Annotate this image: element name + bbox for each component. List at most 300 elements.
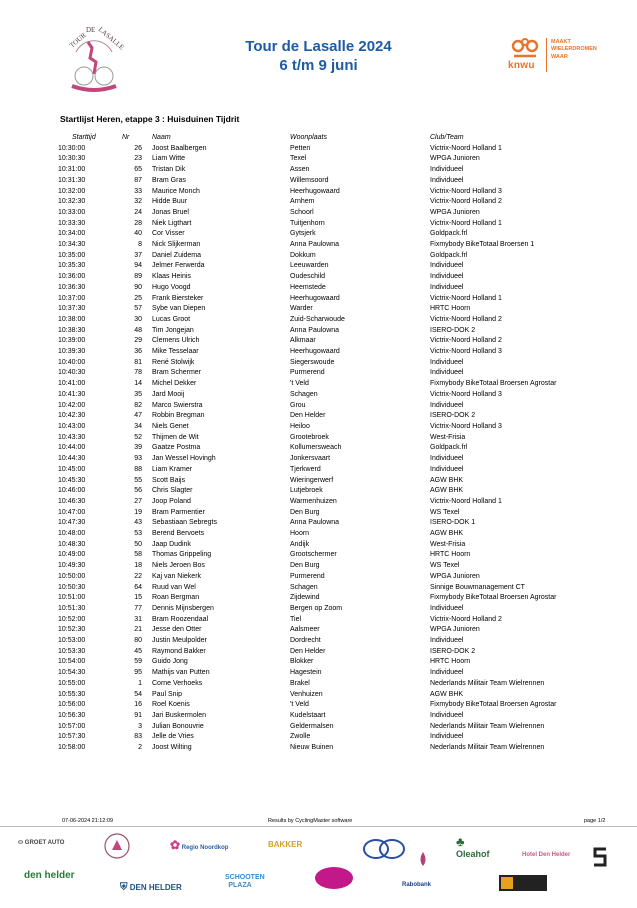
rider-name: Jonas Bruel [152, 208, 189, 216]
start-time: 10:36:00 [58, 273, 86, 281]
rider-club: Fixmybody BikeTotaal Broersen Agrostar [430, 380, 557, 388]
rider-club: WS Texel [430, 562, 460, 570]
start-time: 10:45:30 [58, 476, 86, 484]
footer-divider [0, 826, 637, 827]
rider-name: Jari Buskermolen [152, 711, 207, 719]
rider-name: Justin Meulpolder [152, 637, 207, 645]
rider-name: Sybe van Diepen [152, 305, 206, 313]
sponsor-crest-logo [103, 832, 131, 860]
table-row [58, 304, 610, 315]
knwu-logo [506, 36, 616, 78]
rider-club: Sinnige Bouwmanagement CT [430, 583, 525, 591]
rider-club: Victrix-Noord Holland 2 [430, 315, 502, 323]
start-time: 10:38:00 [58, 315, 86, 323]
rider-city: Aalsmeer [290, 626, 320, 634]
start-time: 10:46:00 [58, 487, 86, 495]
table-row [58, 540, 610, 551]
table-row [58, 690, 610, 701]
rider-club: Individueel [430, 711, 464, 719]
col-header-time: Starttijd [72, 134, 96, 141]
table-row [58, 379, 610, 390]
bib-number: 59 [134, 658, 142, 666]
start-time: 10:49:00 [58, 551, 86, 559]
rider-city: Bergen op Zoom [290, 604, 343, 612]
rider-city: Kudelstaart [290, 711, 326, 719]
rider-name: Corne Verhoeks [152, 679, 203, 687]
rider-city: Dokkum [290, 251, 316, 259]
sponsor-hotel-den-helder: Hotel Den Helder [522, 852, 571, 858]
start-time: 10:48:00 [58, 530, 86, 538]
svg-text:TOUR: TOUR [68, 31, 88, 50]
table-row [58, 583, 610, 594]
table-row [58, 197, 610, 208]
rider-name: Jan Wessel Hovingh [152, 455, 216, 463]
start-time: 10:42:00 [58, 401, 86, 409]
list-title: Startlijst Heren, etappe 3 : Huisduinen Tijdrit [60, 114, 240, 124]
bib-number: 58 [134, 551, 142, 559]
table-row [58, 625, 610, 636]
sponsor-groet-auto: ⬭ GROET AUTO [18, 840, 65, 846]
rider-city: Grootschermer [290, 551, 337, 559]
rider-name: Robbin Bregman [152, 412, 205, 420]
table-row [58, 743, 610, 754]
bib-number: 25 [134, 294, 142, 302]
bib-number: 83 [134, 733, 142, 741]
rider-name: Niels Genet [152, 422, 189, 430]
start-time: 10:53:30 [58, 647, 86, 655]
rider-name: Berend Bervoets [152, 530, 205, 538]
bib-number: 87 [134, 176, 142, 184]
rider-city: Siegerswoude [290, 358, 335, 366]
bib-number: 89 [134, 273, 142, 281]
start-time: 10:30:30 [58, 155, 86, 163]
start-time: 10:34:00 [58, 230, 86, 238]
rider-city: Alkmaar [290, 337, 316, 345]
table-row [58, 240, 610, 251]
start-time: 10:50:00 [58, 572, 86, 580]
start-time: 10:34:30 [58, 241, 86, 249]
table-row [58, 283, 610, 294]
start-list-table [58, 133, 610, 754]
bib-number: 55 [134, 476, 142, 484]
sponsor-oleahof: ♣ Oleahof [456, 834, 490, 859]
rider-club: West-Frisia [430, 433, 466, 441]
rider-name: Kaj van Niekerk [152, 572, 202, 580]
start-time: 10:51:00 [58, 594, 86, 602]
start-time: 10:50:30 [58, 583, 86, 591]
rider-club: Goldpack.frl [430, 251, 468, 259]
rider-city: Tjerkwerd [290, 465, 321, 473]
table-row [58, 615, 610, 626]
rider-club: Victrix-Noord Holland 3 [430, 390, 502, 398]
rider-city: Gytsjerk [290, 230, 316, 238]
table-row [58, 647, 610, 658]
rider-city: Willemsoord [290, 176, 329, 184]
start-time: 10:45:00 [58, 465, 86, 473]
rider-name: Jaap Dudink [152, 540, 191, 548]
bib-number: 45 [134, 647, 142, 655]
crest-icon: ⛨ [120, 882, 128, 893]
start-time: 10:52:00 [58, 615, 86, 623]
table-row [58, 508, 610, 519]
bib-number: 15 [134, 594, 142, 602]
sponsor-pink-badge [314, 866, 354, 890]
start-time: 10:39:30 [58, 348, 86, 356]
rider-name: Raymond Bakker [152, 647, 206, 655]
bib-number: 3 [138, 722, 142, 730]
rider-club: ISERO-DOK 1 [430, 519, 476, 527]
rider-club: Victrix-Noord Holland 3 [430, 348, 502, 356]
tree-icon: ♣ [456, 834, 465, 849]
start-time: 10:44:00 [58, 444, 86, 452]
col-header-city: Woonplaats [290, 134, 327, 141]
rider-name: Hidde Buur [152, 198, 188, 206]
rider-city: Leeuwarden [290, 262, 329, 270]
rider-city: Blokker [290, 658, 314, 666]
bib-number: 2 [138, 744, 142, 752]
bib-number: 26 [134, 144, 142, 152]
table-row [58, 722, 610, 733]
rider-club: Goldpack.frl [430, 444, 468, 452]
table-row [58, 443, 610, 454]
bib-number: 43 [134, 519, 142, 527]
rider-club: Nederlands Militair Team Wielrennen [430, 722, 545, 730]
table-row [58, 657, 610, 668]
table-row [58, 326, 610, 337]
table-row [58, 176, 610, 187]
rider-club: AGW BHK [430, 530, 464, 538]
rider-name: Jelle de Vries [152, 733, 194, 741]
rider-club: Individueel [430, 283, 464, 291]
start-time: 10:44:30 [58, 455, 86, 463]
bib-number: 91 [134, 711, 142, 719]
rider-club: Fixmybody BikeTotaal Broersen 1 [430, 241, 535, 249]
rider-city: Oudeschild [290, 273, 326, 281]
rider-name: Sebastiaan Sebregts [152, 519, 217, 527]
rider-city: Heemstede [290, 283, 326, 291]
table-row [58, 572, 610, 583]
table-row [58, 336, 610, 347]
table-row [58, 368, 610, 379]
rider-city: Den Burg [290, 562, 320, 570]
rider-name: Scott Baijs [152, 476, 186, 484]
rider-city: Schagen [290, 390, 318, 398]
start-time: 10:46:30 [58, 497, 86, 505]
bib-number: 95 [134, 669, 142, 677]
rider-city: Zuid-Scharwoude [290, 315, 345, 323]
col-header-club: Club/Team [430, 134, 464, 141]
start-time: 10:31:00 [58, 166, 86, 174]
start-time: 10:37:30 [58, 305, 86, 313]
start-time: 10:31:30 [58, 176, 86, 184]
start-time: 10:49:30 [58, 562, 86, 570]
rider-club: Goldpack.frl [430, 230, 468, 238]
rider-club: AGW BHK [430, 690, 464, 698]
table-row [58, 294, 610, 305]
bib-number: 80 [134, 637, 142, 645]
start-time: 10:30:00 [58, 144, 86, 152]
table-header-row [58, 133, 610, 144]
rider-city: Dordrecht [290, 637, 321, 645]
bib-number: 18 [134, 562, 142, 570]
start-time: 10:35:00 [58, 251, 86, 259]
bib-number: 77 [134, 604, 142, 612]
table-row [58, 251, 610, 262]
rider-name: Chris Slagter [152, 487, 193, 495]
rider-club: Fixmybody BikeTotaal Broersen Agrostar [430, 701, 557, 709]
start-time: 10:43:30 [58, 433, 86, 441]
rider-name: Jelmer Ferwerda [152, 262, 205, 270]
rider-city: 't Veld [290, 701, 309, 709]
rider-name: Gaatze Postma [152, 444, 201, 452]
rider-club: Individueel [430, 733, 464, 741]
rider-name: Hugo Voogd [152, 283, 191, 291]
rider-name: Bram Gras [152, 176, 186, 184]
rider-city: Heiloo [290, 422, 310, 430]
rider-club: Victrix-Noord Holland 2 [430, 198, 502, 206]
rider-club: Individueel [430, 262, 464, 270]
rider-city: Geldermalsen [290, 722, 334, 730]
bib-number: 65 [134, 166, 142, 174]
table-row [58, 390, 610, 401]
sponsor-regio-noordkop: ✿ Regio Noordkop [170, 838, 229, 852]
start-time: 10:57:00 [58, 722, 86, 730]
table-row [58, 604, 610, 615]
rider-club: Individueel [430, 637, 464, 645]
bib-number: 50 [134, 540, 142, 548]
rider-city: Zijdewind [290, 594, 320, 602]
table-row [58, 272, 610, 283]
rider-club: WPGA Junioren [430, 572, 480, 580]
rider-name: Liam Witte [152, 155, 186, 163]
rider-club: WPGA Junioren [430, 208, 480, 216]
bib-number: 93 [134, 455, 142, 463]
rider-club: ISERO-DOK 2 [430, 326, 476, 334]
event-dates: 6 t/m 9 juni [279, 57, 358, 74]
rider-name: Jesse den Otter [152, 626, 202, 634]
rider-name: Bram Roozendaal [152, 615, 209, 623]
table-row [58, 187, 610, 198]
rider-name: Joost Baalbergen [152, 144, 207, 152]
bib-number: 19 [134, 508, 142, 516]
bib-number: 32 [134, 198, 142, 206]
rider-city: Purmerend [290, 369, 325, 377]
rider-city: Tiel [290, 615, 302, 623]
table-row [58, 636, 610, 647]
start-time: 10:47:30 [58, 519, 86, 527]
rider-name: Ruud van Wel [152, 583, 196, 591]
table-row [58, 358, 610, 369]
rider-club: WPGA Junioren [430, 155, 480, 163]
rider-city: Grootebroek [290, 433, 329, 441]
rider-club: WS Texel [430, 508, 460, 516]
bib-number: 57 [134, 305, 142, 313]
table-row [58, 679, 610, 690]
rider-city: Zwolle [290, 733, 311, 741]
start-time: 10:33:00 [58, 208, 86, 216]
bib-number: 23 [134, 155, 142, 163]
table-row [58, 518, 610, 529]
rider-city: Anna Paulowna [290, 241, 340, 249]
bib-number: 39 [134, 444, 142, 452]
rider-name: Maurice Monch [152, 187, 200, 195]
rider-club: ISERO-DOK 2 [430, 647, 476, 655]
rider-name: Lucas Groot [152, 315, 191, 323]
start-time: 10:55:30 [58, 690, 86, 698]
table-row [58, 454, 610, 465]
bib-number: 47 [134, 412, 142, 420]
rider-city: 't Veld [290, 380, 309, 388]
rider-city: Grou [290, 401, 306, 409]
rider-city: Schagen [290, 583, 318, 591]
rider-club: HRTC Hoorn [430, 551, 471, 559]
rider-club: West-Frisia [430, 540, 466, 548]
divider [546, 38, 547, 72]
bib-number: 36 [134, 348, 142, 356]
start-time: 10:43:00 [58, 422, 86, 430]
rider-city: Heerhugowaard [290, 294, 340, 302]
crown-icon [510, 36, 540, 62]
rider-city: Den Helder [290, 412, 326, 420]
bib-number: 14 [134, 380, 142, 388]
start-time: 10:41:30 [58, 390, 86, 398]
table-row [58, 497, 610, 508]
start-time: 10:38:30 [58, 326, 86, 334]
event-title: Tour de Lasalle 2024 [245, 38, 392, 55]
table-row [58, 561, 610, 572]
table-row [58, 433, 610, 444]
bib-number: 29 [134, 337, 142, 345]
rider-city: Warmenhuizen [290, 497, 337, 505]
rider-city: Den Burg [290, 508, 320, 516]
start-time: 10:36:30 [58, 283, 86, 291]
rider-club: ISERO-DOK 2 [430, 412, 476, 420]
rider-club: Individueel [430, 369, 464, 377]
table-row [58, 411, 610, 422]
table-row [58, 668, 610, 679]
bib-number: 16 [134, 701, 142, 709]
rider-club: Victrix-Noord Holland 2 [430, 337, 502, 345]
rider-club: Victrix-Noord Holland 2 [430, 615, 502, 623]
rider-club: AGW BHK [430, 476, 464, 484]
bib-number: 81 [134, 358, 142, 366]
start-time: 10:35:30 [58, 262, 86, 270]
start-time: 10:57:30 [58, 733, 86, 741]
start-time: 10:56:00 [58, 701, 86, 709]
bib-number: 34 [134, 422, 142, 430]
rider-city: Assen [290, 166, 310, 174]
rider-club: Victrix-Noord Holland 3 [430, 422, 502, 430]
bib-number: 54 [134, 690, 142, 698]
sponsor-schooten-plaza: SCHOOTEN PLAZA [225, 874, 265, 889]
rider-city: Anna Paulowna [290, 519, 340, 527]
bib-number: 88 [134, 465, 142, 473]
rider-club: Individueel [430, 465, 464, 473]
bib-number: 33 [134, 187, 142, 195]
rider-club: WPGA Junioren [430, 626, 480, 634]
rider-city: Heerhugowaard [290, 187, 340, 195]
rider-city: Texel [290, 155, 307, 163]
bib-number: 90 [134, 283, 142, 291]
start-time: 10:47:00 [58, 508, 86, 516]
bib-number: 78 [134, 369, 142, 377]
rider-club: Individueel [430, 455, 464, 463]
rider-name: Julian Bonouvrie [152, 722, 204, 730]
rider-club: Victrix-Noord Holland 1 [430, 144, 502, 152]
rider-city: Jonkersvaart [290, 455, 331, 463]
start-time: 10:37:00 [58, 294, 86, 302]
start-time: 10:48:30 [58, 540, 86, 548]
bib-number: 24 [134, 208, 142, 216]
sponsor-pro-logo [362, 838, 406, 860]
rider-club: Individueel [430, 358, 464, 366]
rider-name: Bram Parmentier [152, 508, 205, 516]
rider-city: Schoorl [290, 208, 314, 216]
rider-city: Petten [290, 144, 311, 152]
rider-city: Hagestein [290, 669, 322, 677]
rider-name: Frank Biersteker [152, 294, 204, 302]
col-header-name: Naam [152, 134, 171, 141]
table-row [58, 154, 610, 165]
start-time: 10:51:30 [58, 604, 86, 612]
rider-name: René Stolwijk [152, 358, 195, 366]
start-time: 10:56:30 [58, 711, 86, 719]
rider-city: Den Helder [290, 647, 326, 655]
bib-number: 1 [138, 679, 142, 687]
bib-number: 52 [134, 433, 142, 441]
rider-name: Thomas Grippeling [152, 551, 212, 559]
rider-name: Mike Tesselaar [152, 348, 199, 356]
rider-club: Victrix-Noord Holland 1 [430, 294, 502, 302]
bib-number: 31 [134, 615, 142, 623]
start-time: 10:53:00 [58, 637, 86, 645]
start-time: 10:55:00 [58, 679, 86, 687]
page-number: page 1/2 [584, 818, 606, 824]
bib-number: 56 [134, 487, 142, 495]
table-row [58, 144, 610, 155]
rider-club: AGW BHK [430, 487, 464, 495]
rider-city: Lutjebroek [290, 487, 323, 495]
rider-club: Individueel [430, 401, 464, 409]
rider-name: Liam Kramer [152, 465, 193, 473]
flower-icon: ✿ [170, 838, 181, 852]
rider-name: Niels Jeroen Bos [152, 562, 205, 570]
rider-city: Nieuw Buinen [290, 744, 334, 752]
bib-number: 40 [134, 230, 142, 238]
rider-club: Individueel [430, 166, 464, 174]
rider-name: Klaas Heinis [152, 273, 191, 281]
rider-name: Michel Dekker [152, 380, 197, 388]
table-row [58, 315, 610, 326]
rider-club: HRTC Hoorn [430, 658, 471, 666]
start-time: 10:39:00 [58, 337, 86, 345]
rider-city: Kollumersweach [290, 444, 342, 452]
sponsor-den-helder-city: den helder [24, 870, 75, 881]
rider-city: Venhuizen [290, 690, 323, 698]
start-time: 10:41:00 [58, 380, 86, 388]
drop-icon [418, 852, 428, 866]
knwu-wordmark: knwu [508, 60, 535, 71]
table-row [58, 165, 610, 176]
rider-city: Warder [290, 305, 313, 313]
rider-name: Mathijs van Putten [152, 669, 210, 677]
rider-club: Victrix-Noord Holland 1 [430, 497, 502, 505]
bib-number: 8 [138, 241, 142, 249]
rider-name: Paul Snip [152, 690, 182, 698]
rider-name: Guido Jong [152, 658, 188, 666]
table-row [58, 261, 610, 272]
sponsor-s-logo [592, 846, 608, 868]
